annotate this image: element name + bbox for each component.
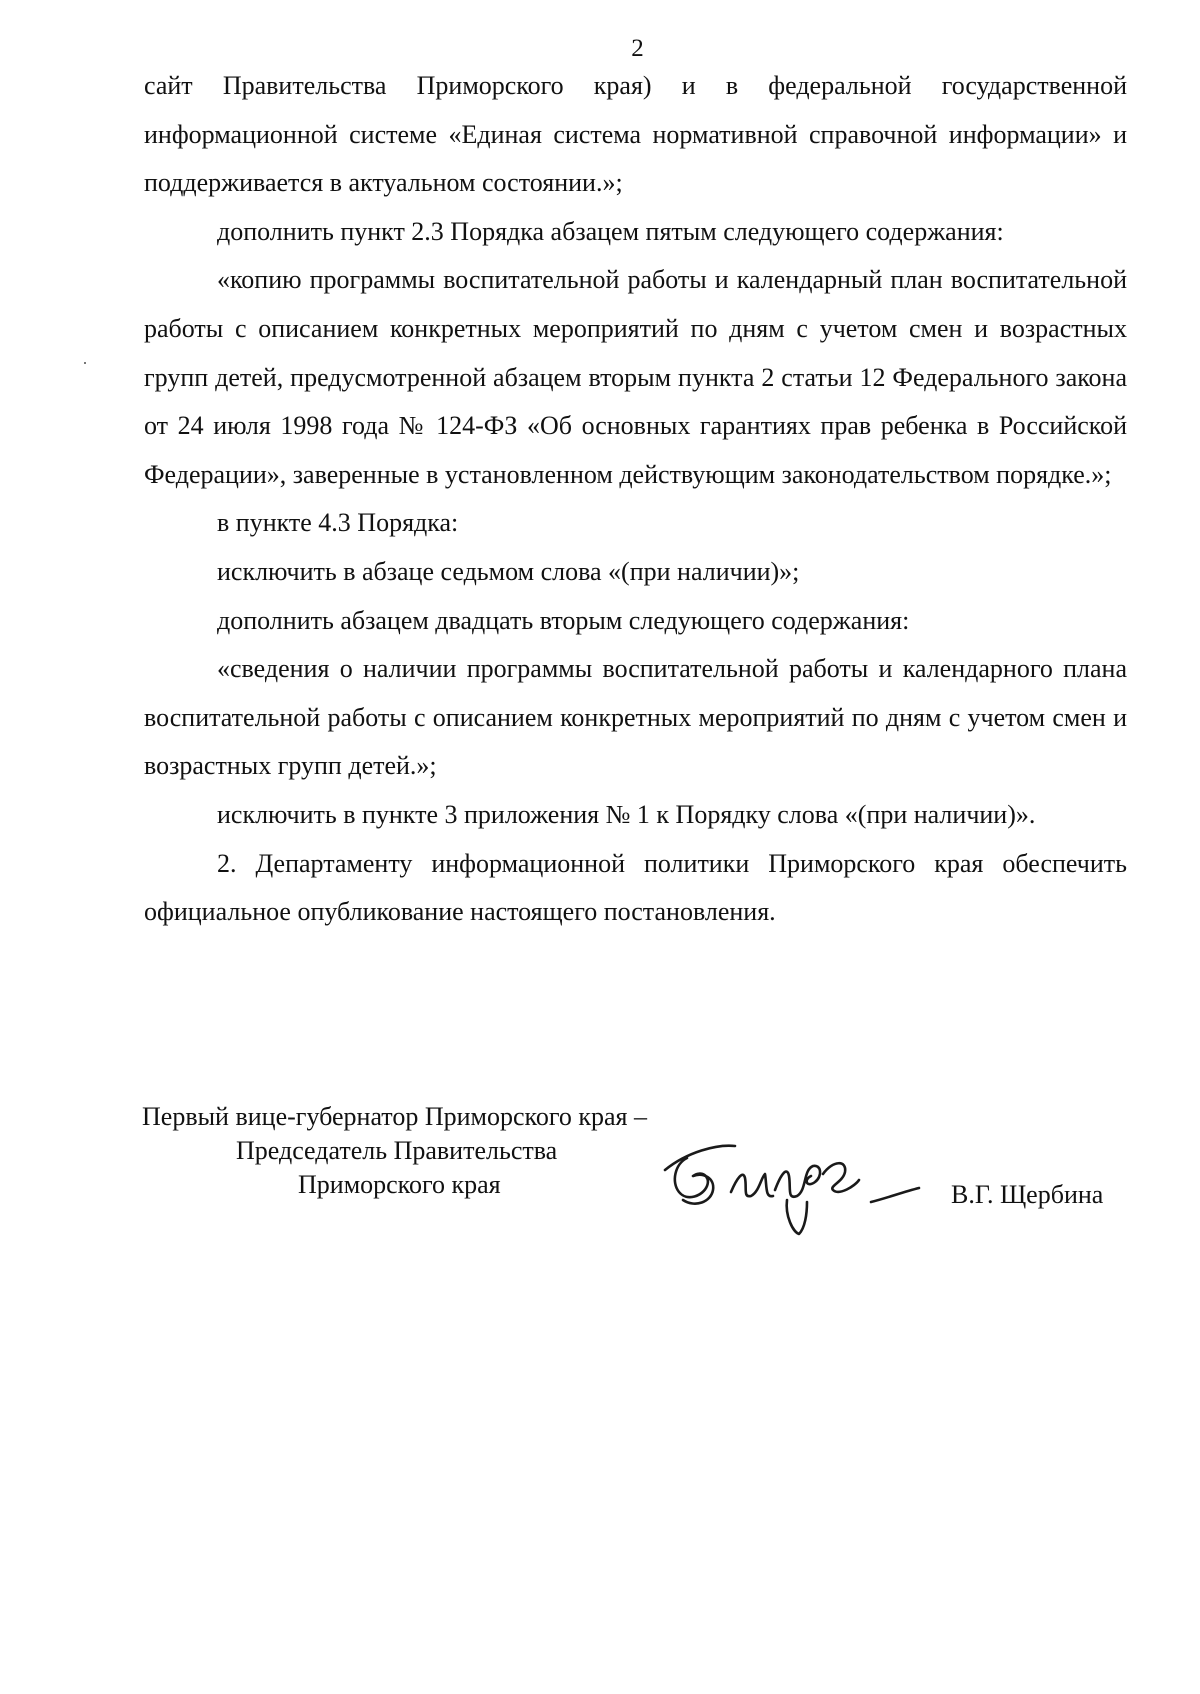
handwritten-signature <box>657 1130 937 1240</box>
paragraph-exclude-words: исключить в абзаце седьмом слова «(при наличии)»; <box>217 556 800 586</box>
signer-position-line-3: Приморского края <box>298 1170 501 1199</box>
paragraph-appendix-1: исключить в пункте 3 приложения № 1 к Порядку слова «(при наличии)». <box>217 799 1036 829</box>
page-number: 2 <box>631 35 644 62</box>
signer-position-line-2: Председатель Правительства <box>236 1136 558 1165</box>
paragraph-continuation: сайт Правительства Приморского края) и в федеральной государственной информационной системе «Единая система нормативной справочной информации» и поддерживается в актуальном состоянии.»; <box>144 71 1127 198</box>
signer-name: В.Г. Щербина <box>951 1180 1104 1209</box>
paragraph-department-publication: 2. Департаменту информационной политики Приморского края обеспечить официальное опубликование настоящего постановления. <box>144 848 1127 927</box>
scan-artifact <box>84 362 86 364</box>
paragraph-quoted-program-info: «сведения о наличии программы воспитательной работы и календарного плана воспитательной работы с описанием конкретных мероприятий по дням с учетом смен и возрастных групп детей.»; <box>144 654 1127 781</box>
signature-block <box>142 1100 1142 1260</box>
paragraph-add-22nd: дополнить абзацем двадцать вторым следующего содержания: <box>217 605 910 635</box>
document-body <box>144 62 1127 937</box>
signer-position-line-1: Первый вице-губернатор Приморского края – <box>142 1102 647 1131</box>
paragraph-amend-2-3: дополнить пункт 2.3 Порядка абзацем пятым следующего содержания: <box>217 216 1004 246</box>
paragraph-quoted-program-copy: «копию программы воспитательной работы и календарный план воспитательной работы с описанием конкретных мероприятий по дням с учетом смен и возрастных групп детей, предусмотренной абзацем вторым пункта 2 статьи 12 Федерального закона от 24 июля 1998 года № 124-ФЗ «Об основных гарантиях прав ребенка в Российской Федерации», заверенные в установленном действующим законодательством порядке.»; <box>144 265 1127 489</box>
paragraph-item-4-3: в пункте 4.3 Порядка: <box>217 508 459 538</box>
